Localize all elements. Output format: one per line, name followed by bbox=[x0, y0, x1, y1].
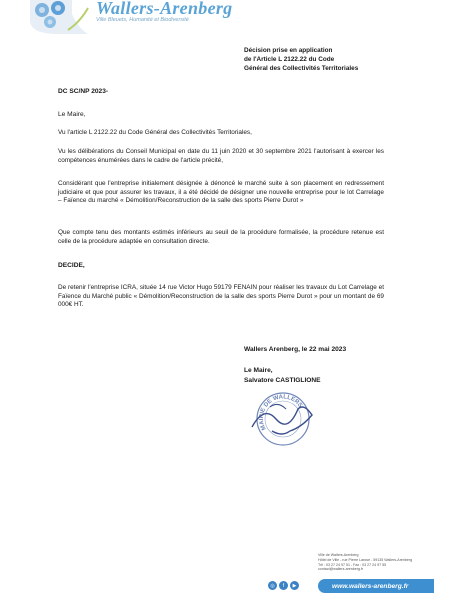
footer-address bbox=[318, 553, 412, 572]
paragraph-vu-article: Vu l'article L 2122.22 du Code Général des Collectivités Territoriales, bbox=[58, 129, 252, 136]
official-stamp bbox=[242, 385, 322, 453]
paragraph-considerant: Considérant que l'entreprise initialement désignée à dénoncé le marché suite à son placement en redressement judiciaire et que pour assurer les travaux, il a été décidé de désigner une nouvelle entreprise pour le lot Carrelage – Faïence du marché « Démolition/Reconstruction de la salle des sports Pierre Durot » bbox=[58, 180, 384, 205]
social-links bbox=[268, 581, 299, 590]
paragraph-procedure: Que compte tenu des montants estimés inférieurs au seuil de la procédure formalisée, la procédure retenue est celle de la procédure adaptée en consultation directe. bbox=[58, 229, 384, 245]
website-link[interactable]: www.wallers-arenberg.fr bbox=[318, 579, 434, 593]
town-logo bbox=[28, 0, 233, 34]
signatory-name: Salvatore CASTIGLIONE bbox=[244, 377, 321, 384]
footer-line-2: Hôtel de Ville - rue Pierre Larose - 59135 Wallers-Arenberg bbox=[318, 557, 413, 562]
footer-line-3: Tél : 03 27 24 97 51 - Fax : 03 27 24 97 55 bbox=[318, 562, 387, 567]
logo-title: Wallers-Arenberg bbox=[96, 0, 233, 18]
signatory-title: Le Maire, bbox=[244, 367, 273, 374]
youtube-icon[interactable]: ▶ bbox=[290, 581, 299, 590]
place-date: Wallers Arenberg, le 22 mai 2023 bbox=[244, 346, 347, 353]
reference-number: DC SC/NP 2023- bbox=[58, 88, 109, 95]
decision-line-3: Général des Collectivités Territoriales bbox=[244, 65, 359, 72]
footer-line-1: Ville de Wallers-Arenberg bbox=[318, 553, 359, 557]
stamp-text: MAIRIE DE WALLERS bbox=[258, 394, 303, 431]
salutation: Le Maire, bbox=[58, 111, 86, 118]
paragraph-decision: De retenir l'entreprise ICRA, située 14 rue Victor Hugo 59179 FENAIN pour réaliser les travaux du Lot Carrelage et Faïence du Marché public « Démolition/Reconstruction de la salle des sports Pierre Durot » pour un montant de 69 000€ HT. bbox=[58, 284, 384, 309]
decision-line-2: de l'Article L 2122.22 du Code bbox=[244, 56, 335, 63]
decision-line-1: Décision prise en application bbox=[244, 47, 333, 54]
signature-stroke bbox=[270, 404, 286, 409]
decide-heading: DECIDE, bbox=[58, 262, 85, 269]
decision-heading bbox=[244, 46, 358, 73]
footer-line-4: contact@wallers-arenberg.fr bbox=[318, 567, 364, 572]
logo-tagline: Ville Bleuets, Humanité et Biodiversité bbox=[96, 17, 189, 23]
facebook-icon[interactable]: f bbox=[279, 581, 288, 590]
flower-logo-icon bbox=[28, 0, 98, 34]
instagram-icon[interactable]: ◎ bbox=[268, 581, 277, 590]
paragraph-deliberations: Vu les délibérations du Conseil Municipal en date du 11 juin 2020 et 30 septembre 2021 l'autorisant à exercer les compétences énumérées dans le cadre de l'article précité, bbox=[58, 148, 384, 164]
